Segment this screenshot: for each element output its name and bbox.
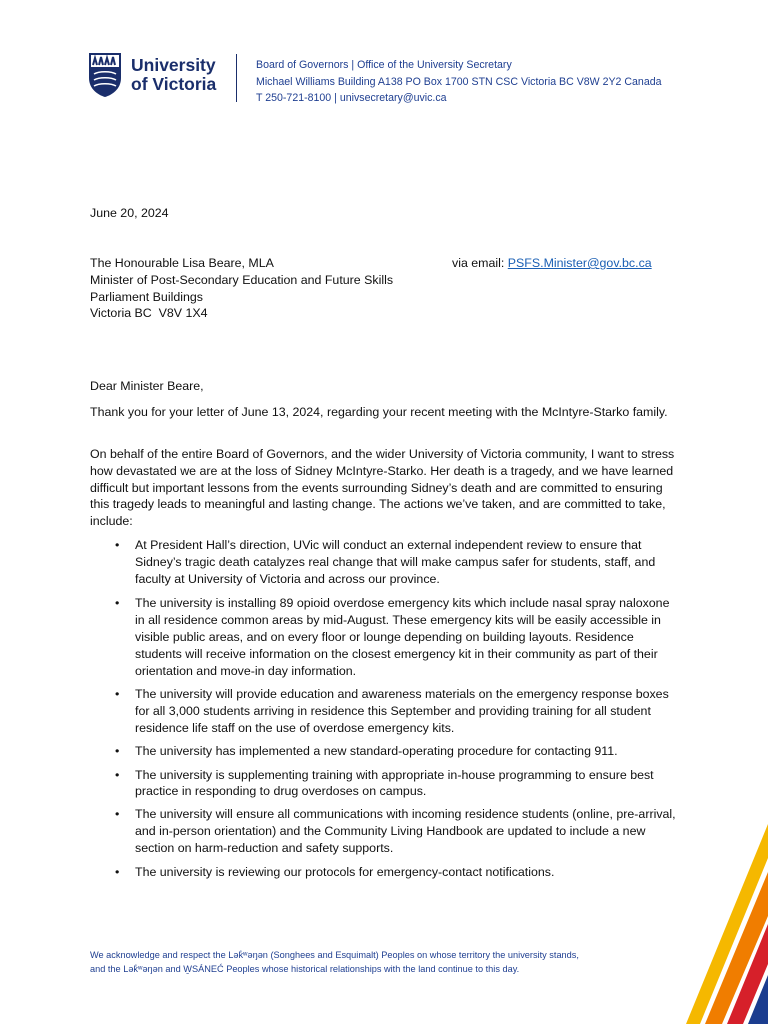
action-text: The university is installing 89 opioid overdose emergency kits which include nasal spray naloxone in all residence common areas by mid-August. These emergency kits will be easily accessible in visible public areas, and on every floor or lounge depending on building layouts. Residence students will receive information on the closest emergency kit in their community as part of their orientation and move-in day information.: [135, 596, 670, 678]
letterhead-office: Board of Governors | Office of the University Secretary: [256, 59, 512, 71]
action-text: The university is reviewing our protocols for emergency-contact notifications.: [135, 864, 555, 879]
action-text: The university is supplementing training with appropriate in-house programming to ensure best practice in responding to drug overdoses on campus.: [135, 767, 654, 799]
salutation: Dear Minister Beare,: [90, 379, 204, 393]
action-text: The university will provide education and awareness materials on the emergency response boxes for all 3,000 students arriving in residence this September and providing training for all student residence life staff on the use of overdose emergency kits.: [135, 687, 669, 735]
acknowledgement-line-2: and the Lək̓ʷəŋən and W̱SÁNEĆ Peoples whose historical relationships with the land continue to this day.: [90, 964, 520, 974]
action-text: At President Hall’s direction, UVic will conduct an external independent review to ensure that Sidney’s tragic death catalyzes real change that will make campus safer for students, staff, and faculty at University of Victoria and across our province.: [135, 538, 656, 586]
recipient-city: Victoria BC V8V 1X4: [90, 306, 208, 321]
paragraph-main: On behalf of the entire Board of Governors, and the wider University of Victoria community, I want to stress how devastated we are at the loss of Sidney McIntyre-Starko. Her death is a tragedy, and we have learned difficult but important lessons from the events surrounding Sidney’s death and are committed to ensuring this tragedy leads to meaningful and lasting change. The actions we’ve taken, and are committed to take, include:: [90, 447, 675, 529]
bullet-icon: •: [115, 807, 120, 822]
paragraph-intro: Thank you for your letter of June 13, 2024, regarding your recent meeting with the McIntyre-Starko family.: [90, 405, 668, 419]
bullet-icon: •: [115, 687, 120, 702]
bullet-icon: •: [115, 767, 120, 782]
wordmark-line-2: of Victoria: [131, 74, 217, 94]
recipient-title: Minister of Post-Secondary Education and Future Skills: [90, 272, 394, 287]
letterhead-contact: T 250-721-8100 | univsecretary@uvic.ca: [256, 92, 447, 104]
wordmark-line-1: University: [131, 55, 216, 75]
action-text: The university has implemented a new standard-operating procedure for contacting 911.: [135, 743, 618, 758]
acknowledgement-line-1: We acknowledge and respect the Lək̓ʷəŋən (Songhees and Esquimalt) Peoples on whose territory the university stands,: [90, 950, 579, 960]
bullet-icon: •: [115, 596, 120, 611]
minister-email-link[interactable]: PSFS.Minister@gov.bc.ca: [507, 256, 652, 270]
action-text: The university will ensure all communications with incoming residence students (online, pre-arrival, and in-person orientation) and the Community Living Handbook are updated to include a new section on harm-reduction and safety supports.: [135, 807, 676, 855]
letter-date: June 20, 2024: [90, 206, 169, 220]
letterhead-address: Michael Williams Building A138 PO Box 1700 STN CSC Victoria BC V8W 2Y2 Canada: [256, 75, 662, 88]
recipient-name: The Honourable Lisa Beare, MLA: [90, 256, 274, 270]
bullet-icon: •: [115, 538, 120, 552]
bullet-icon: •: [115, 743, 120, 758]
recipient-building: Parliament Buildings: [90, 289, 203, 304]
bullet-icon: •: [115, 864, 120, 879]
via-email-label: via email:: [452, 256, 508, 270]
